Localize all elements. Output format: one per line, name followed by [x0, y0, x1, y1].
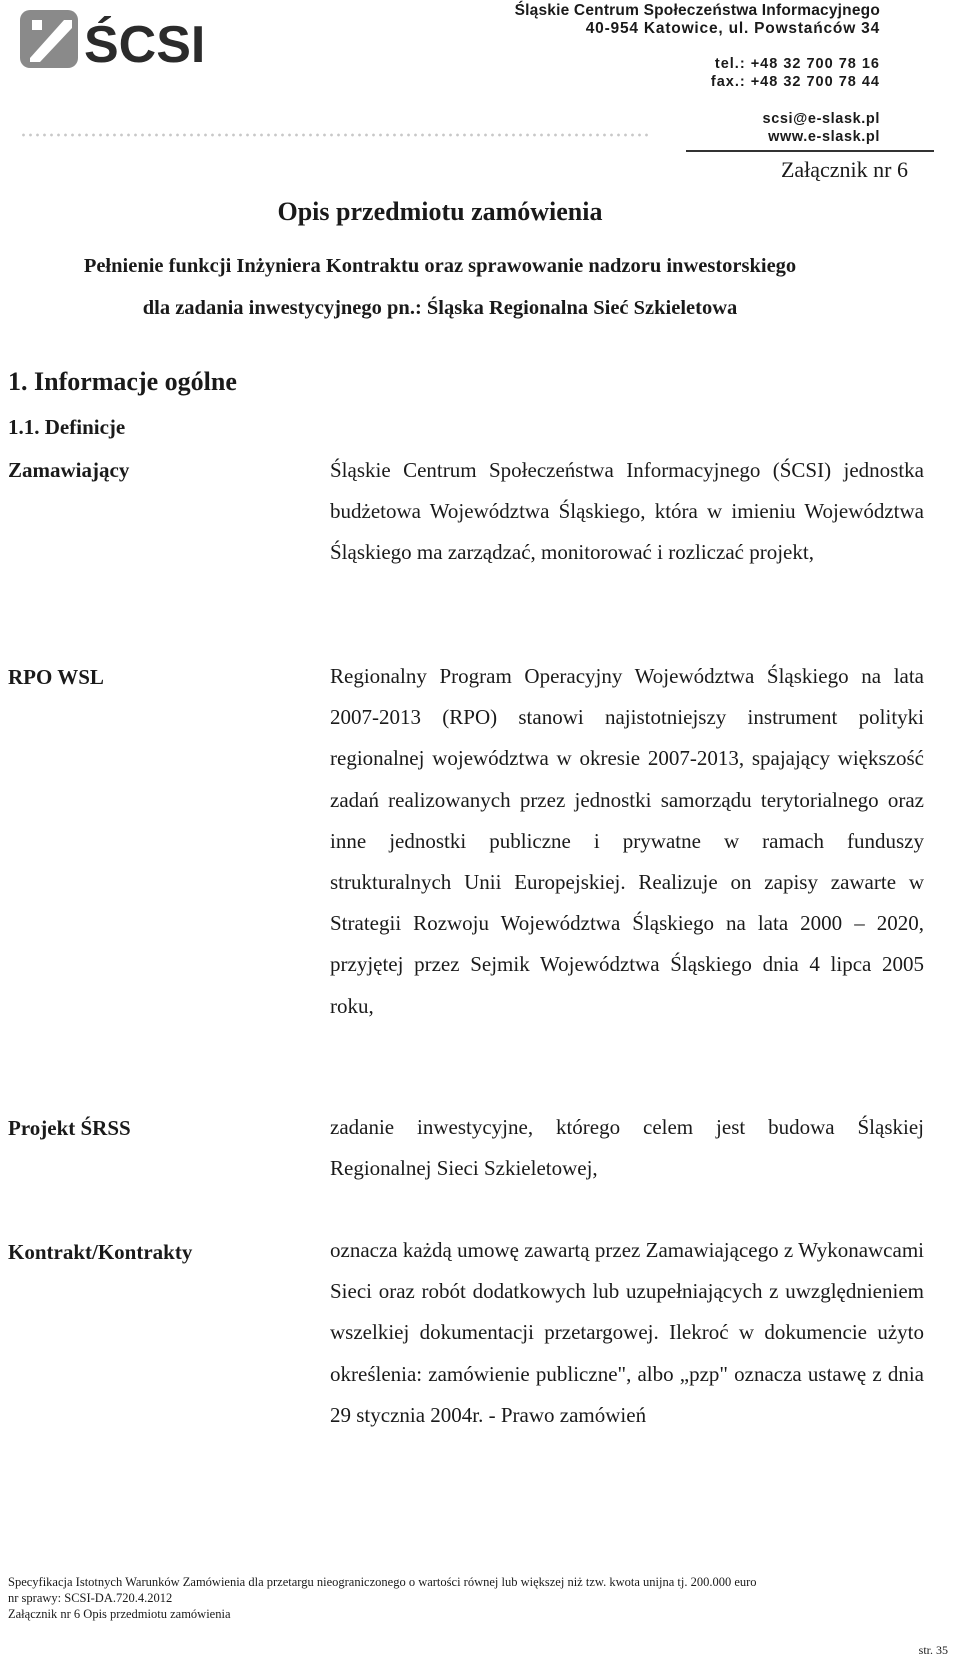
- document-title: Opis przedmiotu zamówienia: [277, 197, 603, 226]
- phone-number: tel.: +48 32 700 78 16: [714, 56, 880, 72]
- footer-line: nr sprawy: SCSI-DA.720.4.2012: [8, 1591, 173, 1605]
- subsection-heading: 1.1. Definicje: [8, 415, 126, 439]
- section-heading: 1. Informacje ogólne: [8, 367, 237, 396]
- header-rule: [686, 150, 934, 152]
- subtitle-line: Pełnienie funkcji Inżyniera Kontraktu oraz sprawowanie nadzoru inwestorskiego: [83, 255, 797, 277]
- footer-line: Załącznik nr 6 Opis przedmiotu zamówienia: [8, 1607, 231, 1621]
- subtitle-line: dla zadania inwestycyjnego pn.: Śląska Regionalna Sieć Szkieletowa: [142, 297, 738, 319]
- definition-term: Zamawiający: [8, 458, 130, 482]
- organization-info: [515, 2, 880, 38]
- definition-description: Śląskie Centrum Społeczeństwa Informacyjnego (ŚCSI) jednostka budżetowa Województwa Śląskiego, która w imieniu Województwa Śląskiego ma zarządzać, monitorować i rozliczać projekt,: [330, 458, 924, 565]
- website-address: www.e-slask.pl: [768, 129, 880, 145]
- organization-name: Śląskie Centrum Społeczeństwa Informacyjnego: [514, 2, 880, 19]
- definition-description: Regionalny Program Operacyjny Województwa Śląskiego na lata 2007-2013 (RPO) stanowi najistotniejszy instrument polityki regionalnej województwa w okresie 2007-2013, spajający większość zadań realizowanych przez jednostki samorządu terytorialnego oraz inne jednostki publiczne i prywatne w ramach funduszy strukturalnych Unii Europejskiej. Realizuje on zapisy zawarte w Strategii Rozwoju Województwa Śląskiego na lata 2000 – 2020, przyjętej przez Sejmik Województwa Śląskiego dnia 4 lipca 2005 roku,: [330, 664, 924, 1018]
- annex-label: Załącznik nr 6: [780, 157, 908, 182]
- organization-address: 40-954 Katowice, ul. Powstańców 34: [585, 20, 880, 37]
- definition-term: Projekt ŚRSS: [8, 1116, 131, 1140]
- logo-text: ŚCSI: [84, 16, 206, 72]
- fax-number: fax.: +48 32 700 78 44: [710, 74, 880, 90]
- contact-phones: [711, 55, 880, 91]
- contact-web: [763, 110, 880, 146]
- dotted-separator: [20, 133, 650, 137]
- definition-description: oznacza każdą umowę zawartą przez Zamawiającego z Wykonawcami Sieci oraz robót dodatkowych lub uzupełniających z uwzględnieniem wszelkiej dokumentacji przetargowej. Ilekroć w dokumencie użyto określenia: zamówienie publiczne", albo „pzp" oznacza ustawę z dnia 29 stycznia 2004r. - Prawo zamówień: [330, 1238, 924, 1427]
- page-footer: [8, 1574, 757, 1622]
- definition-term: RPO WSL: [8, 665, 104, 689]
- definition-term: Kontrakt/Kontrakty: [8, 1240, 193, 1264]
- page-number: str. 35: [918, 1643, 948, 1657]
- footer-line: Specyfikacja Istotnych Warunków Zamówienia dla przetargu nieograniczonego o wartości równej lub większej niż tzw. kwota unijna tj. 200.000 euro: [8, 1575, 757, 1589]
- scsi-logo: [18, 6, 258, 72]
- definition-description: zadanie inwestycyjne, którego celem jest budowa Śląskiej Regionalnej Sieci Szkieletowej,: [330, 1115, 924, 1181]
- document-subtitle: [0, 245, 880, 329]
- email-address: scsi@e-slask.pl: [762, 111, 880, 127]
